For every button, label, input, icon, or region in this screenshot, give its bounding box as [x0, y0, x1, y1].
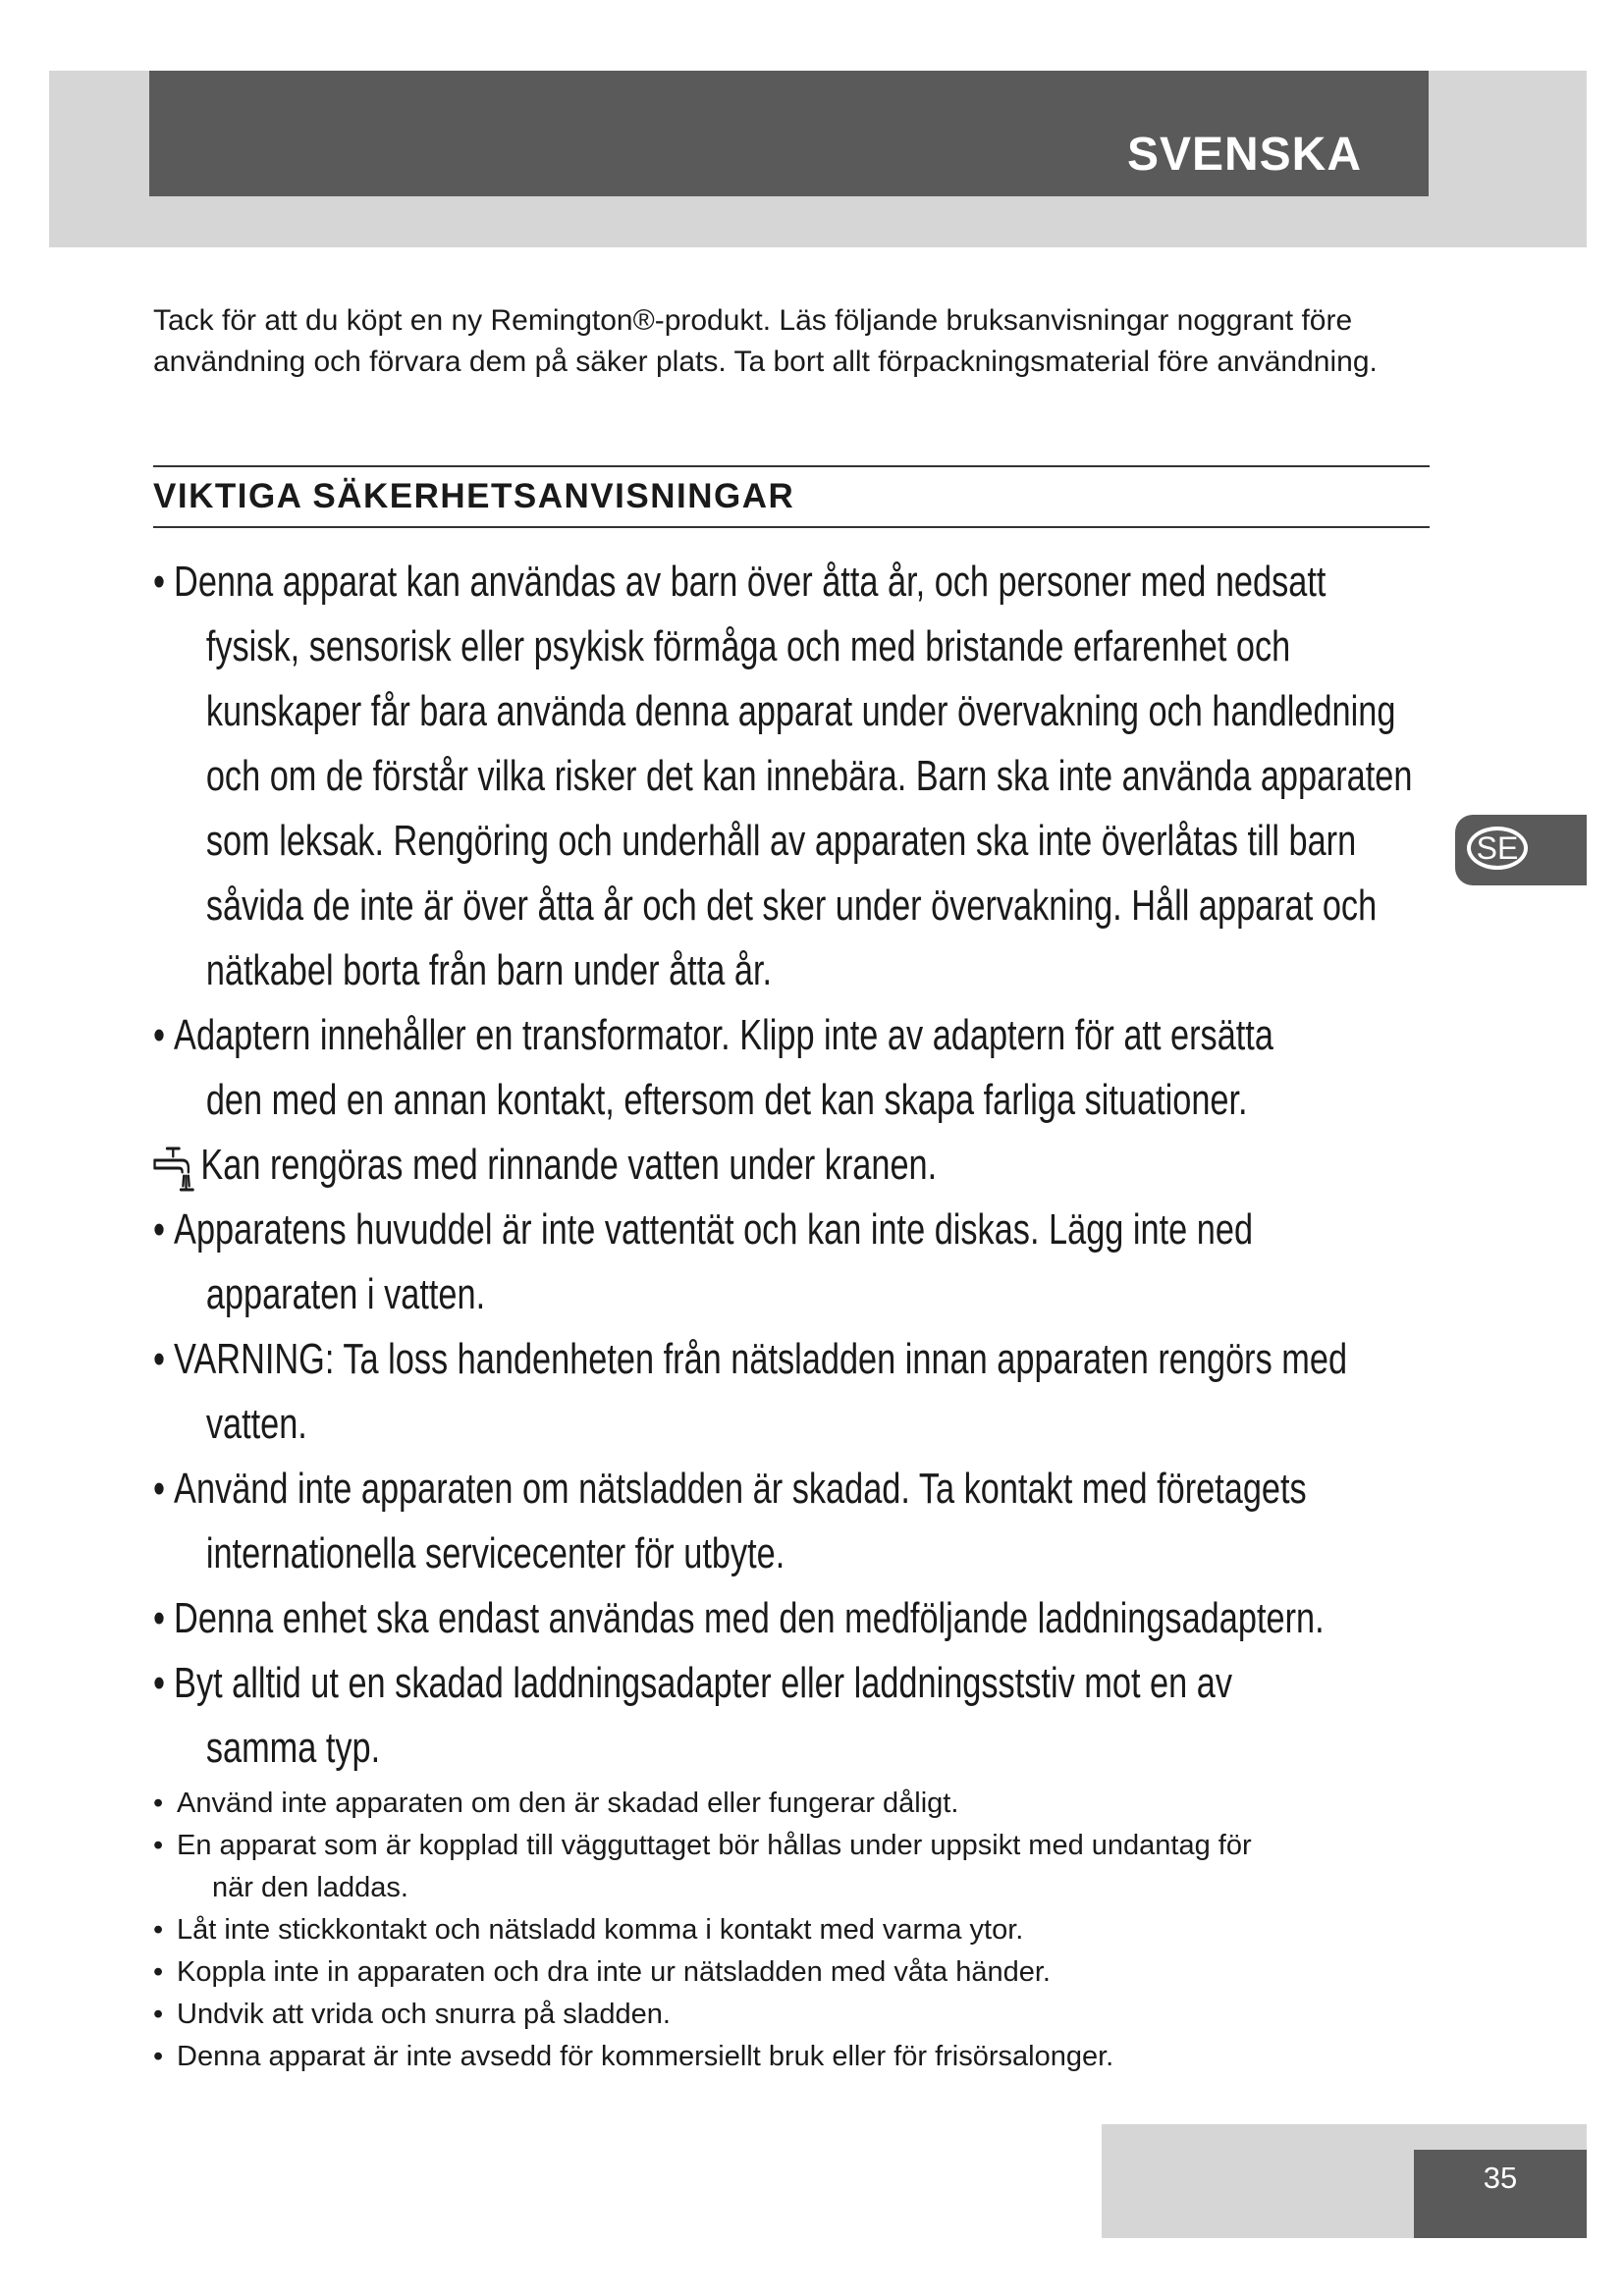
- bullet: •: [153, 1594, 166, 1642]
- bullet: •: [153, 1830, 164, 1861]
- heading-rule-bottom: [153, 526, 1430, 528]
- bullet: •: [153, 1914, 164, 1946]
- list-item-text: Apparatens huvuddel är inte vattentät och kan inte diskas. Lägg inte ned: [174, 1205, 1254, 1254]
- list-item-text: Denna enhet ska endast användas med den medföljande laddningsadaptern.: [174, 1594, 1325, 1642]
- list-item-text: En apparat som är kopplad till vägguttaget bör hållas under uppsikt med undantag för: [177, 1830, 1252, 1861]
- list-item: [153, 1994, 1430, 2036]
- list-item-continuation: internationella servicecenter för utbyte.: [205, 1529, 785, 1577]
- bullet: •: [153, 558, 166, 606]
- bullet: •: [153, 1999, 164, 2030]
- list-item-continuation: den med en annan kontakt, eftersom det kan skapa farliga situationer.: [205, 1076, 1248, 1124]
- bullet: •: [153, 1659, 166, 1707]
- small-safety-list: [153, 1783, 1430, 2078]
- list-item-faucet: [153, 1133, 1439, 1198]
- header-bar: [149, 71, 1429, 196]
- bullet: •: [153, 1335, 166, 1383]
- list-item: [153, 1951, 1430, 1994]
- list-item: [153, 1327, 1439, 1457]
- list-item: [153, 2036, 1430, 2078]
- language-code-badge: SE: [1467, 827, 1528, 870]
- faucet-icon: [153, 1143, 196, 1192]
- list-item-text: Denna apparat kan användas av barn över åtta år, och personer med nedsatt: [174, 558, 1326, 606]
- list-item-text: Låt inte stickkontakt och nätsladd komma i kontakt med varma ytor.: [177, 1914, 1024, 1946]
- list-item-text: Denna apparat är inte avsedd för kommersiellt bruk eller för frisörsalonger.: [177, 2041, 1114, 2072]
- list-item-text: Använd inte apparaten om nätsladden är skadad. Ta kontakt med företagets: [174, 1465, 1307, 1513]
- list-item: [153, 1651, 1439, 1781]
- bullet: •: [153, 1465, 166, 1513]
- bullet: •: [153, 1788, 164, 1819]
- list-item-continuation: samma typ.: [205, 1724, 381, 1772]
- list-item-continuation: vatten.: [205, 1400, 307, 1448]
- bullet: •: [153, 1205, 166, 1254]
- bullet: •: [153, 2041, 164, 2072]
- list-item: [153, 550, 1439, 1003]
- large-safety-list: [153, 550, 1439, 1781]
- list-item-text: Använd inte apparaten om den är skadad eller fungerar dåligt.: [177, 1788, 959, 1819]
- list-item-continuation: apparaten i vatten.: [205, 1270, 486, 1318]
- section-heading: VIKTIGA SÄKERHETSANVISNINGAR: [153, 477, 795, 515]
- list-item-text: Undvik att vrida och snurra på sladden.: [177, 1999, 671, 2030]
- list-item-text: Adaptern innehåller en transformator. Klipp inte av adaptern för att ersätta: [174, 1011, 1273, 1059]
- heading-rule-top: [153, 465, 1430, 467]
- list-item-continuation: fysisk, sensorisk eller psykisk förmåga och med bristande erfarenhet och kunskaper får bara använda denna apparat under övervakning och handledning och om de förstår vilka risker det kan innebära. Barn ska inte använda apparaten som leksak. Rengöring och underhåll av apparaten ska inte överlåtas till barn såvida de inte är över åtta år och det sker under övervakning. Håll apparat och nätkabel borta från barn under åtta år.: [205, 622, 1413, 994]
- list-item-text: VARNING: Ta loss handenheten från nätsladden innan apparaten rengörs med: [174, 1335, 1348, 1383]
- list-item: [153, 1198, 1439, 1327]
- bullet: •: [153, 1956, 164, 1988]
- intro-paragraph: Tack för att du köpt en ny Remington®-produkt. Läs följande bruksanvisningar noggrant före användning och förvara dem på säker plats. Ta bort allt förpackningsmaterial före användning.: [153, 304, 1378, 378]
- footer-bar: [1414, 2150, 1587, 2238]
- language-side-tab: [1455, 815, 1587, 885]
- list-item: [153, 1783, 1430, 1825]
- list-item: [153, 1457, 1439, 1586]
- list-item: [153, 1003, 1439, 1133]
- bullet: •: [153, 1011, 166, 1059]
- list-item-continuation: när den laddas.: [212, 1872, 408, 1903]
- list-item-text: Byt alltid ut en skadad laddningsadapter eller laddningsststiv mot en av: [174, 1659, 1232, 1707]
- language-title: SVENSKA: [1126, 129, 1362, 181]
- list-item: [153, 1909, 1430, 1951]
- page-number: 35: [1483, 2161, 1518, 2195]
- list-item: [153, 1825, 1430, 1909]
- list-item: [153, 1586, 1439, 1651]
- list-item-text: Koppla inte in apparaten och dra inte ur nätsladden med våta händer.: [177, 1956, 1051, 1988]
- list-item-text: Kan rengöras med rinnande vatten under kranen.: [200, 1141, 938, 1189]
